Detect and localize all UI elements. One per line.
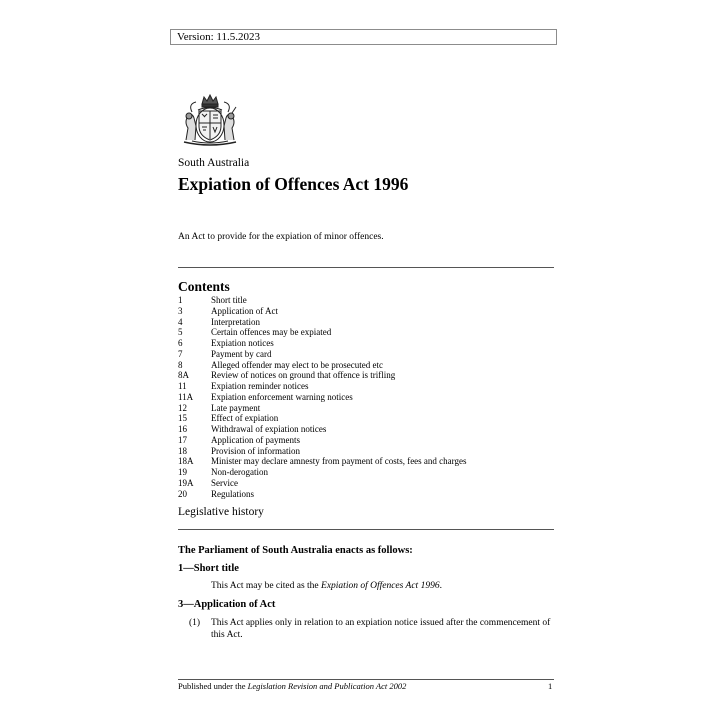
footer-act-name: Legislation Revision and Publication Act 2002 [247, 681, 407, 691]
toc-item[interactable] [178, 349, 467, 360]
toc-item-number: 5 [178, 327, 183, 338]
toc-item-title: Late payment [211, 402, 261, 413]
toc-item-title: Payment by card [211, 348, 272, 359]
toc-item[interactable] [178, 456, 467, 467]
toc-item[interactable] [178, 295, 467, 306]
toc-item-number: 11 [178, 381, 187, 391]
section-1-text [211, 581, 442, 591]
toc-item-number: 17 [178, 434, 187, 445]
toc-item-number: 19A [178, 477, 194, 488]
toc-item[interactable] [178, 435, 467, 446]
toc-item-number: 18 [178, 445, 187, 456]
toc-item[interactable] [178, 327, 467, 338]
toc-item-number: 12 [178, 402, 187, 413]
section-1-text-after: . [439, 581, 442, 591]
toc-item-number: 7 [178, 348, 183, 359]
toc-item[interactable] [178, 489, 467, 500]
toc-item-title: Minister may declare amnesty from payment of costs, fees and charges [211, 456, 467, 467]
footer-publication-note [178, 681, 406, 691]
toc-item[interactable] [178, 306, 467, 317]
toc-item[interactable] [178, 446, 467, 457]
toc-item-title: Service [211, 477, 238, 488]
toc-item[interactable] [178, 381, 467, 392]
toc-item-number: 11A [178, 391, 194, 402]
section-1-text-before: This Act may be cited as the [211, 581, 322, 591]
toc-item-title: Effect of expiation [211, 413, 279, 424]
section-3-heading: 3—Application of Act [178, 599, 276, 610]
toc-item-number: 18A [178, 456, 194, 467]
toc-item[interactable] [178, 338, 467, 349]
toc-item-title: Interpretation [211, 316, 260, 327]
toc-item-title: Application of payments [211, 434, 300, 445]
toc-item-title: Regulations [211, 488, 254, 499]
toc-item-title: Certain offences may be expiated [211, 327, 332, 338]
toc-item-title: Non-derogation [211, 467, 268, 477]
divider [178, 529, 554, 530]
toc-item-title: Expiation notices [211, 338, 274, 348]
act-title: Expiation of Offences Act 1996 [178, 174, 409, 194]
toc-item-title: Expiation reminder notices [211, 381, 309, 391]
jurisdiction: South Australia [178, 157, 250, 169]
toc-item-title: Provision of information [211, 445, 300, 456]
footer-divider [178, 679, 554, 680]
page-number: 1 [548, 681, 553, 691]
toc-item[interactable] [178, 360, 467, 371]
subsection-number: (1) [189, 618, 201, 628]
section-3-subsection-1 [189, 617, 556, 641]
footer-prefix: Published under the [178, 681, 248, 691]
table-of-contents [178, 295, 467, 499]
coat-of-arms-icon [178, 92, 242, 148]
toc-item-title: Short title [211, 295, 247, 305]
toc-item[interactable] [178, 467, 467, 478]
toc-item[interactable] [178, 478, 467, 489]
section-1-heading: 1—Short title [178, 563, 239, 574]
toc-item-number: 4 [178, 316, 183, 327]
toc-item-title: Alleged offender may elect to be prosecuted etc [211, 359, 384, 370]
toc-item[interactable] [178, 424, 467, 435]
subsection-text: This Act applies only in relation to an expiation notice issued after the commencement of this Act. [211, 618, 551, 640]
toc-item-title: Application of Act [211, 305, 278, 316]
toc-item-title: Expiation enforcement warning notices [211, 391, 353, 402]
enacting-formula: The Parliament of South Australia enacts as follows: [178, 545, 413, 556]
toc-item-title: Withdrawal of expiation notices [211, 424, 327, 434]
toc-item-number: 15 [178, 413, 187, 424]
divider [178, 267, 554, 268]
toc-item-number: 8A [178, 370, 189, 381]
long-title: An Act to provide for the expiation of minor offences. [178, 232, 384, 242]
toc-item[interactable] [178, 392, 467, 403]
toc-item[interactable] [178, 413, 467, 424]
toc-item-number: 3 [178, 305, 183, 316]
contents-heading: Contents [178, 279, 230, 294]
toc-item-number: 6 [178, 338, 183, 348]
toc-item-number: 19 [178, 467, 187, 477]
legislative-history-link[interactable]: Legislative history [178, 506, 264, 518]
toc-item-number: 8 [178, 359, 183, 370]
toc-item[interactable] [178, 403, 467, 414]
toc-item-number: 16 [178, 424, 187, 434]
toc-item-number: 20 [178, 488, 187, 499]
toc-item-number: 1 [178, 295, 183, 305]
section-1-act-name: Expiation of Offences Act 1996 [321, 581, 440, 591]
toc-item[interactable] [178, 370, 467, 381]
toc-item-title: Review of notices on ground that offence is trifling [211, 370, 396, 381]
version-label: Version: 11.5.2023 [170, 29, 557, 45]
toc-item[interactable] [178, 317, 467, 328]
